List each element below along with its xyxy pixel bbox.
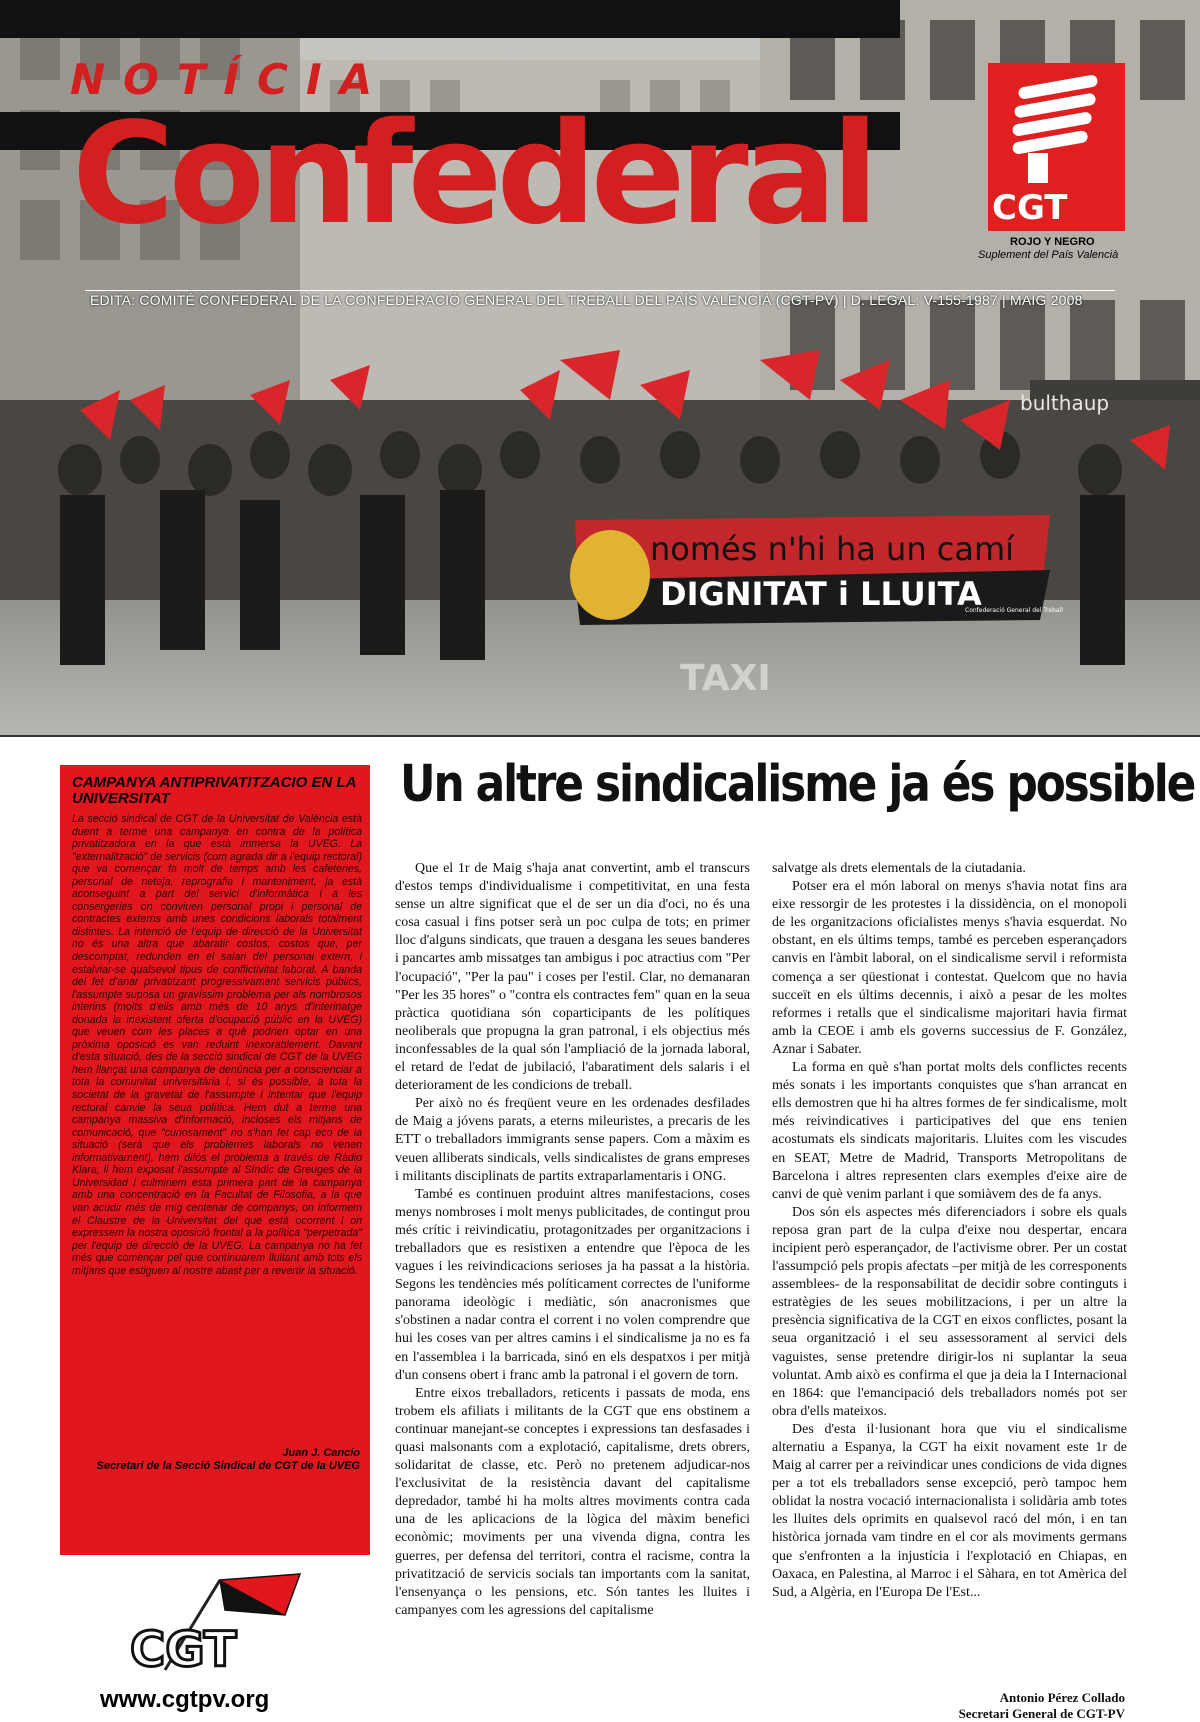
masthead-small-title: NOTÍCIA bbox=[70, 55, 391, 104]
rojo-y-negro-label: ROJO Y NEGRO bbox=[1010, 236, 1095, 248]
author-role: Secretari General de CGT-PV bbox=[958, 1706, 1125, 1721]
cover-photo bbox=[0, 0, 1200, 737]
banner-slogan-bottom: DIGNITAT i LLUITA bbox=[660, 575, 982, 613]
article-column-1 bbox=[395, 860, 750, 1710]
edita-rule bbox=[85, 290, 1115, 291]
article-column-2 bbox=[772, 860, 1127, 1700]
paragraph: Per això no és freqüent veure en les ordenades desfilades de Maig a jóvens parats, a eterns mileuristes, a precaris de les ETT o treballadors immigrants sense papers. Com a màxim es veuen alliberats sindicals, vells sindicalistes de grans empreses i militants disciplinats de partits extraparlamentaris i ONG. bbox=[395, 1096, 750, 1184]
sidebar-signature bbox=[72, 1447, 360, 1473]
sidebar-title: CAMPANYA ANTIPRIVATITZACIO EN LA UNIVERSITAT bbox=[72, 774, 356, 807]
paragraph: Des d'esta il·lusionant hora que viu el sindicalisme alternatiu a Espanya, la CGT ha eixit novament este 1r de Maig al carrer per a reivindicar unes condicions de vida dignes per a tot els treballadors sense excepció, però tampoc hem oblidat la nostra vocació internacionalista i solidària amb totes les lluites dels oprimits en qualsevol racó del món, i en tan històrica jornada vam tindre en el cor als moviments germans que s'enfronten a la injustícia i l'explotació en Chiapas, en Oaxaca, en Palestina, al Marroc i el Sàhara, en tot Amèrica del Sud, a Algèria, en l'Europa De l'Est... bbox=[772, 1421, 1127, 1600]
paragraph: La forma en què s'han portat molts dels conflictes recents més sonats i les importants conquistes que s'han arrancat en ells demostren que hi ha altres formes de fer sindicalisme, molt més reivindicatives i participatives del que ens tenien acostumats els sindicats majoritaris. Lluites com les viscudes en SEAT, Metre de Madrid, Transports Metropolitans de Barcelona i altres representen clars exemples d'eixe aire de canvi de què venim parlant i que somiàvem des de fa anys. bbox=[772, 1060, 1127, 1202]
paragraph: Que el 1r de Maig s'haja anat convertint, amb el transcurs d'estos temps d'individualisme i competitivitat, en una festa sense un altre significat que el de ser un dia d'oci, no és una cosa casual i fins potser serà un poc culpa de tots; en primer lloc d'alguns sindicats, que trauen a desgana les seues banderes i pancartes amb missatges tan ambigus i poc atractius com "Per l'ocupació", "Per la pau" i coses per l'estil. Clar, no demanaran "Per les 35 hores" o "contra els contractes fem" quan en la seua pràctica quotidiana són coparticipants de les polítiques neoliberals que propugna la gran patronal, i els objectius més inconfessables de la qual són l'ampliació de la jornada laboral, el retard de l'edat de jubilació, l'abaratiment dels salaris i el deteriorament de les condicions de treball. bbox=[395, 861, 750, 1094]
sidebar-signature-name: Juan J. Cancio bbox=[282, 1447, 360, 1459]
article-headline: Un altre sindicalisme ja és possible bbox=[400, 755, 1195, 814]
cgt-logo-text: CGT bbox=[992, 188, 1068, 228]
suplement-label: Suplement del País Valencià bbox=[978, 249, 1119, 261]
banner-slogan-top: només n'hi ha un camí bbox=[650, 530, 1015, 568]
article-author bbox=[820, 1690, 1125, 1722]
publisher-line: EDITA: COMITÉ CONFEDERAL DE LA CONFEDERACIÓ GENERAL DEL TREBALL DEL PAÍS VALENCIÀ (CGT-PV) | D. LEGAL: V-155-1987 | MAIG 2008 bbox=[90, 292, 1083, 308]
cgt-cartoon-logo bbox=[110, 1570, 310, 1680]
road-marking: TAXI bbox=[680, 658, 771, 699]
banner-small-text: Confederació General del Treball bbox=[965, 607, 1063, 614]
paragraph: També es continuen produint altres manifestacions, coses menys nombroses i molt menys publicitades, de contingut prou més crític i reivindicatiu, protagonitzades per organitzacions i treballadors que es resistixen a entendre que l'època de les vagues i les reivindicacions serioses ja ha passat a la història. Segons les tendències més políticament correctes de l'uniforme panorama ideològic i mediàtic, són anacronismes que s'obstinen a nadar contra el corrent i no volen comprendre que hui les coses van per altres camins i el sindicalisme ja no es fa en l'assemblea i la barricada, sinó en els despatxos i per mitjà d'un consens obert i franc amb la patronal i el govern de torn. bbox=[395, 1186, 750, 1383]
masthead-big-title: Confederal bbox=[72, 93, 874, 256]
sidebar-signature-role: Secretari de la Secció Sindical de CGT de la UVEG bbox=[96, 1460, 360, 1472]
paragraph: salvatge als drets elementals de la ciutadania. bbox=[772, 861, 1026, 876]
paragraph: Entre eixos treballadors, reticents i passats de moda, ens trobem els afiliats i militants de la CGT que ens obstinem a continuar manejant-se conceptes i expressions tan desfasades i quasi malsonants com a explotació, capitalisme, drets obrers, solidaritat de classe, etc. Però no pretenem adjudicar-nos l'exclusivitat de la resistència davant del capitalisme depredador, també hi ha molts altres moviments contra cada una de les aplicacions de la lògica del màxim benefici econòmic; moviments per una vivenda digna, contra les guerres, per defensa del territori, contra el racisme, contra la privatització de servicis socials tan importants com la sanitat, l'ensenyança o les pensions, etc. Són tantes les lluites i campanyes com les agressions del capitalisme bbox=[395, 1385, 750, 1618]
paragraph: Potser era el món laboral on menys s'havia notat fins ara eixe ressorgir de les protestes i la dissidència, on el monopoli de les organitzacions oficialistes menys s'havia esquerdat. No obstant, en els últims temps, també es perceben esperançadors canvis en l'àmbit laboral, on el sindicalisme servil i reformista comença a ser qüestionat i contestat. Quelcom que no havia succeït en els últims decennis, i això a pesar de les moltes reformes i retalls que el sindicalisme majoritari havia firmat amb la CEOE i amb els governs successius de F. González, Aznar i Sabater. bbox=[772, 879, 1127, 1057]
shop-sign: bulthaup bbox=[1020, 391, 1110, 415]
paragraph: Dos són els aspectes més diferenciadors i sobre els quals reposa gran part de la culpa d'eixe nou despertar, encara incipient però esperançador, de l'activisme obrer. Per un costat l'assumpció pels propis afectats –per mitjà de les corresponents assemblees- de la responsabilitat de decidir sobre continguts i estratègies de les seues mobilitzacions, i per un altre la presència significativa de la CGT en eixos conflictes, posant la seua organització i el seu assessorament al servici dels vaguistes, sense pretendre dirigir-los ni suplantar la seua voluntat. Amb això es confirma el que ja deia la I Internacional en 1864: que l'emancipació dels treballadors només pot ser obra d'ells mateixos. bbox=[772, 1204, 1127, 1419]
cartoon-logo-text: CGT bbox=[130, 1622, 237, 1678]
sidebar-body: La secció sindical de CGT de la Universitat de València està duent a terme una campanya en contra de la política privatitzadora en la que està immersa la UVEG. La "externalització" de servicis (com agrada dir a l'equip rectoral) que va començar fa molt de temps amb les cafeteries, personal de neteja, reprografia i manteniment, ja està aconseguint a part del servici d'informàtica i a les consergeries on conviuen personal propi i personal de contractes externs amb unes condicions laborals totalment distintes. La intenció de l'equip de direcció de la Universitat no és una altra que abaratir costos, costos que, per descomptat, redunden en el salari del personal extern, i estalviar-se qualsevol tipus de conflictivitat laboral. A banda del fet d'anar privatitzant progressivament servicis públics, l'assumpte suposa un gravíssim problema per als nombrosos interins (molts d'ells amb més de 10 anys d'interinatge donada la inexistent oferta d'ocupació públic en la UVEG) que veuen com les places a què podrien optar en una pròxima oposició es van reduint inexorablement. Davant d'esta situació, des de la secció sindical de CGT de la UVEG hem llançat una campanya de denúncia per a conscienciar a tota la comunitat universitària i, si és possible, a tota la societat de la gravetat de l'assumpte i intentar que l'equip rectoral canvie la seua política. Hem dut a terme una campanya massiva d'informació, incloses els mitjans de comunicació, que "curiosament" no s'han fet cap eco de la situació (serà que els problemes laborals no venen informativament), hem difós el problema a través de Ràdio Klara, li hem exposat l'assumpte al Síndic de Greuges de la Universidad i culminem esta primera part de la campanya amb una concentració en la Facultat de Filosofia, a la que van acudir més de mig centenar de companys, on informem el Claustre de la Universitat del que està ocorrent i on expressem la nostra oposició frontal a la política "perpetrada" per l'equip de direcció de la UVEG. La campanya no ha fet més que començar pel que continuarem lluitant amb tots els mitjans que estiguen al nostre abast per a revertir la situació. bbox=[72, 813, 362, 1277]
website-link[interactable]: www.cgtpv.org bbox=[100, 1686, 270, 1713]
campaign-sidebar bbox=[60, 765, 370, 1555]
author-name: Antonio Pérez Collado bbox=[999, 1690, 1125, 1705]
